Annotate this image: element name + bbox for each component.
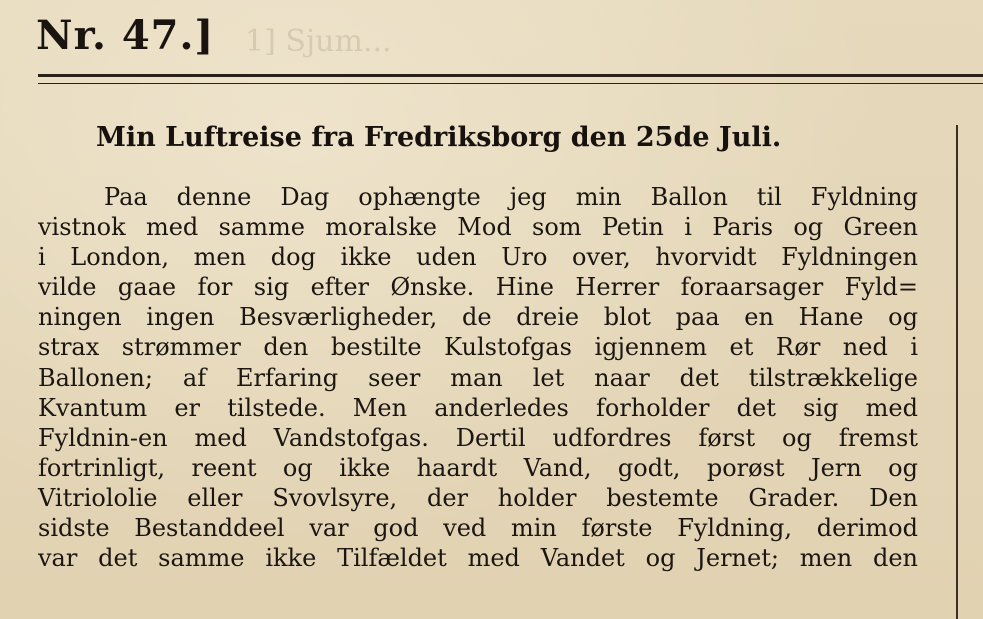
text-line: i London, men dog ikke uden Uro over, hvorvidt Fyldningen — [38, 243, 918, 272]
header-rule-thick — [38, 74, 983, 77]
text-line: var det samme ikke Tilfældet med Vandet og Jernet; men den — [38, 544, 918, 573]
issue-number: Nr. 47.] — [36, 12, 215, 59]
column-divider — [956, 125, 958, 619]
show-through-text: 1] Sjum... — [245, 24, 392, 59]
text-line: Ballonen; af Erfaring seer man let naar det tilstrækkelige — [38, 363, 918, 392]
text-line: fortrinligt, reent og ikke haardt Vand, godt, porøst Jern og — [38, 453, 918, 482]
text-line: Kvantum er tilstede. Men anderledes forholder det sig med — [38, 393, 918, 422]
text-line: strax strømmer den bestilte Kulstofgas igjennem et Rør ned i — [38, 333, 918, 362]
article-headline: Min Luftreise fra Fredriksborg den 25de Juli. — [96, 122, 782, 153]
text-line: sidste Bestanddeel var god ved min første Fyldning, derimod — [38, 514, 918, 543]
text-line: vilde gaae for sig efter Ønske. Hine Herrer foraarsager Fyld= — [38, 273, 918, 302]
text-line: Fyldnin-en med Vandstofgas. Dertil udfordres først og fremst — [38, 423, 918, 452]
article-body — [38, 182, 918, 573]
text-line: Vitriololie eller Svovlsyre, der holder bestemte Grader. Den — [38, 483, 918, 512]
text-line: ningen ingen Besværligheder, de dreie blot paa en Hane og — [38, 303, 918, 332]
header-rule-thin — [38, 83, 983, 84]
text-line: vistnok med samme moralske Mod som Petin i Paris og Green — [38, 213, 918, 242]
text-line: Paa denne Dag ophængte jeg min Ballon til Fyldning — [104, 183, 918, 211]
